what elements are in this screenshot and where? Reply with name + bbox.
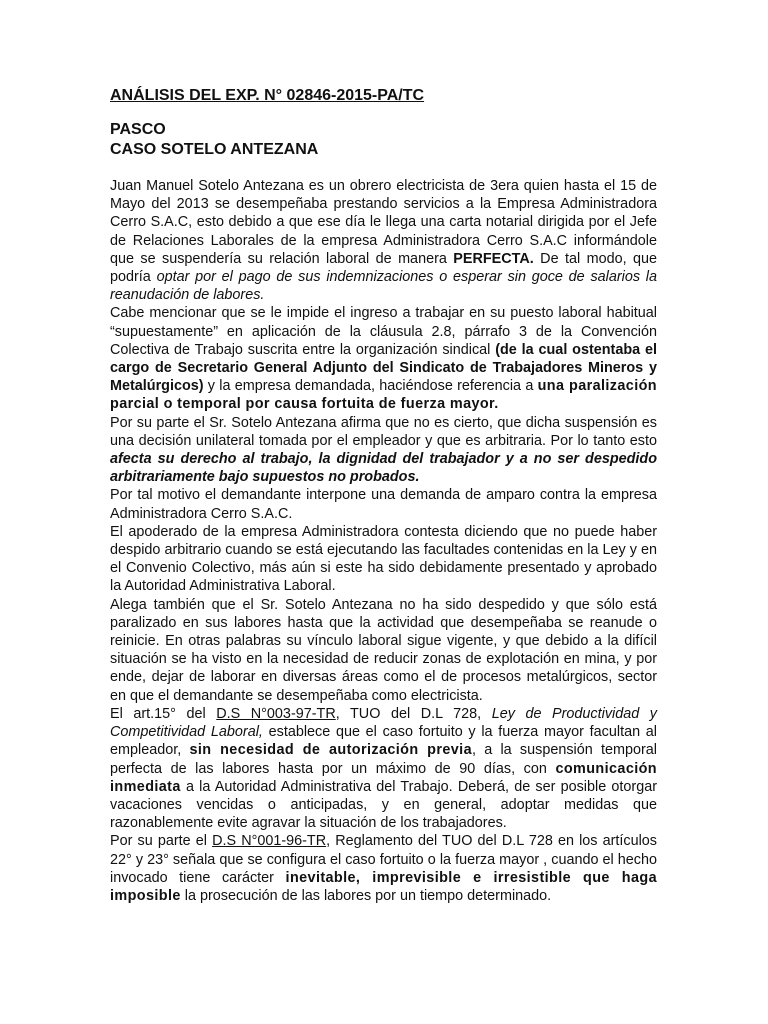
p8-law-reference-link: D.S N°001-96-TR [212,833,327,850]
p8-bold-1: inevitable, imprevisible e irresistible que haga imposible [110,869,657,904]
p7-text-3: establece que el caso fortuito y la fuerza mayor facultan al empleador, [110,724,657,759]
document-title: ANÁLISIS DEL EXP. N° 02846-2015-PA/TC [110,87,425,104]
p1-italic-1: optar por el pago de sus indemnizaciones o esperar sin goce de salarios la reanudación de labores. [110,269,657,304]
p7-bold-1: sin necesidad de autorización previa [189,742,472,759]
p7-text-5: a la Autoridad Administrativa del Trabajo. Deberá, de ser posible otorgar vacaciones vencidas o anticipadas, y en general, adoptar medidas que razonablemente evite agravar la situación de los trabajadores. [110,778,657,832]
paragraph-6: Alega también que el Sr. Sotelo Antezana no ha sido despedido y que sólo está paralizado en sus labores hasta que la actividad que desempeñaba se reanude o reinicie. En otras palabras su vínculo laboral sigue vigente, y que debido a la difícil situación se ha visto en la necesidad de reducir zonas de explotación en mina, y por ende, dejar de laborar en diversas áreas como el de procesos metalúrgicos, sector en que el demandante se desempeñaba como electricista. [110,596,657,704]
document-subtitle-case: CASO SOTELO ANTEZANA [110,141,319,158]
p3-bold-italic-1: afecta su derecho al trabajo, la dignidad del trabajador y a no ser despedido arbitrariamente bajo supuestos no probados. [110,451,657,486]
subtitle-block [110,120,657,160]
p8-text-3: la prosecución de las labores por un tiempo determinado. [180,887,552,904]
p7-text-2: , TUO del D.L 728, [335,705,492,722]
p7-italic-1: Ley de Productividad y Competitividad Laboral, [110,705,657,741]
p7-text-4: , a la suspensión temporal perfecta de las labores hasta por un máximo de 90 días, con [110,742,657,777]
paragraph-2 [110,304,657,413]
p8-text-1: Por su parte el [110,833,213,850]
p8-text-2: , Reglamento del TUO del D.L 728 en los artículos 22° y 23° señala que se configura el caso fortuito o la fuerza mayor , cuando el hecho invocado tiene carácter [110,833,657,886]
document-body [110,177,657,905]
document-page [110,86,657,905]
paragraph-8 [110,832,657,905]
p2-bold-2: una paralización parcial o temporal por causa fortuita de fuerza mayor. [110,378,657,413]
p1-text-1: Juan Manuel Sotelo Antezana es un obrero electricista de 3era quien hasta el 15 de Mayo del 2013 se desempeñaba prestando servicios a la Empresa Administradora Cerro S.A.C, esto debido a que ese día le llega una carta notarial dirigida por el Jefe de Relaciones Laborales de la empresa Administradora Cerro S.A.C informándole que se suspendería su relación laboral de manera [110,178,657,267]
paragraph-3 [110,414,657,487]
p7-law-reference-link: D.S N°003-97-TR [216,705,336,722]
p2-text-2: y la empresa demandada, haciéndose referencia a [203,378,538,395]
paragraph-1 [110,177,657,304]
p2-text-1: Cabe mencionar que se le impide el ingreso a trabajar en su puesto laboral habitual “supuestamente” en aplicación de la cláusula 2.8, párrafo 3 de la Convención Colectiva de Trabajo suscrita entre la organización sindical [110,305,657,358]
paragraph-5: El apoderado de la empresa Administradora contesta diciendo que no puede haber despido arbitrario cuando se está ejecutando las facultades contenidas en la Ley y en el Convenio Colectivo, más aún si este ha sido debidamente presentado y aprobado la Autoridad Administrativa Laboral. [110,523,657,595]
paragraph-7 [110,705,657,832]
p1-bold-1: PERFECTA. [453,250,534,267]
document-subtitle-location: PASCO [110,121,166,138]
paragraph-4: Por tal motivo el demandante interpone una demanda de amparo contra la empresa Administradora Cerro S.A.C. [110,487,657,522]
p7-text-1: El art.15° del [110,705,217,722]
p1-text-2: De tal modo, que podría [110,250,657,286]
p2-bold-1: (de la cual ostentaba el cargo de Secretario General Adjunto del Sindicato de Trabajadores Mineros y Metalúrgicos) [110,341,657,395]
p7-bold-2: comunicación inmediata [110,760,657,795]
p3-text-1: Por su parte el Sr. Sotelo Antezana afirma que no es cierto, que dicha suspensión es una decisión unilateral tomada por el empleador y que es arbitraria. Por lo tanto esto [110,414,657,449]
